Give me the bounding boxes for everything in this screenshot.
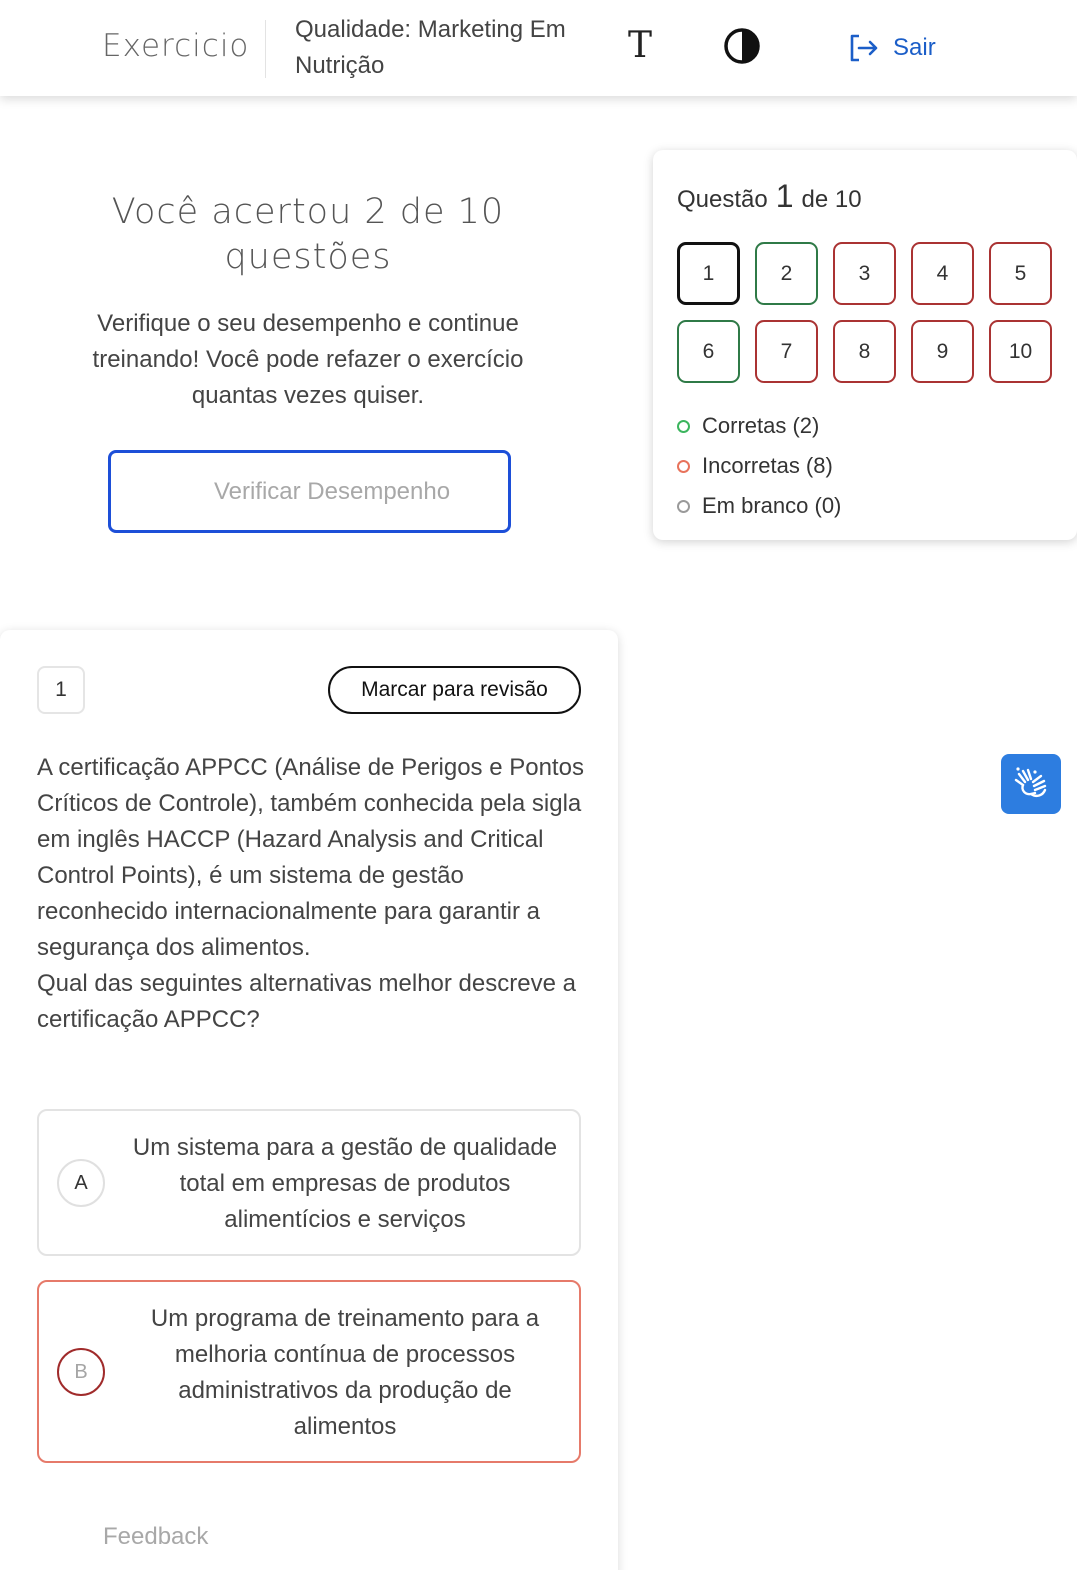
question-text [37, 750, 587, 1038]
sign-language-icon [1011, 764, 1051, 804]
legend-label: Incorretas (8) [702, 453, 833, 478]
navigator-label: Questão [677, 186, 768, 213]
status-dot-icon [677, 420, 690, 433]
question-nav-button-9[interactable]: 9 [911, 320, 974, 383]
question-statement: A certificação APPCC (Análise de Perigos e Pontos Críticos de Controle), também conhecida pela sigla em inglês HACCP (Hazard Analysis and Critical Control Points), é um sistema de gestão reconhecido internacionalmente para garantir a segurança dos alimentos. [37, 754, 584, 961]
question-nav-button-2[interactable]: 2 [755, 242, 818, 305]
result-message: Verifique o seu desempenho e continue treinando! Você pode refazer o exercício quantas vezes quiser. [92, 310, 524, 409]
top-header [0, 0, 1077, 96]
brand-title: Exercicio [102, 28, 250, 64]
contrast-toggle-button[interactable] [722, 26, 762, 66]
logout-label: Sair [893, 34, 936, 61]
question-nav-button-8[interactable]: 8 [833, 320, 896, 383]
option-letter: A [57, 1159, 105, 1207]
question-card [0, 630, 618, 1570]
option-text: Um programa de treinamento para a melhoria contínua de processos administrativos da produção de alimentos [150, 1305, 540, 1440]
option-a[interactable] [37, 1109, 581, 1256]
question-nav-button-3[interactable]: 3 [833, 242, 896, 305]
question-grid [677, 242, 1057, 383]
font-size-icon: T [627, 24, 652, 66]
legend-label: Corretas (2) [702, 413, 820, 438]
question-nav-button-4[interactable]: 4 [911, 242, 974, 305]
status-legend [677, 406, 841, 526]
question-number-badge: 1 [37, 666, 85, 714]
question-nav-button-6[interactable]: 6 [677, 320, 740, 383]
mark-for-review-button[interactable]: Marcar para revisão [328, 666, 581, 714]
navigator-heading [677, 178, 862, 215]
status-dot-icon [677, 460, 690, 473]
question-prompt: Qual das seguintes alternativas melhor descreve a certificação APPCC? [37, 970, 576, 1033]
legend-item [677, 406, 841, 446]
sign-language-button[interactable] [1001, 754, 1061, 814]
logout-button[interactable] [845, 28, 936, 68]
question-nav-button-1[interactable]: 1 [677, 242, 740, 305]
feedback-label[interactable]: Feedback [103, 1523, 209, 1550]
option-b[interactable] [37, 1280, 581, 1463]
legend-item [677, 486, 841, 526]
option-letter: B [57, 1348, 105, 1396]
question-nav-button-5[interactable]: 5 [989, 242, 1052, 305]
course-title: Qualidade: Marketing Em Nutrição [295, 16, 566, 79]
contrast-icon [722, 26, 762, 66]
legend-item [677, 446, 841, 486]
navigator-total: de 10 [801, 186, 862, 213]
question-navigator [653, 150, 1077, 540]
header-divider [265, 20, 266, 78]
result-title: Você acertou 2 de 10 questões [111, 192, 505, 277]
logout-icon [845, 30, 881, 66]
question-nav-button-7[interactable]: 7 [755, 320, 818, 383]
status-dot-icon [677, 500, 690, 513]
check-performance-button[interactable]: Verificar Desempenho [108, 450, 511, 533]
legend-label: Em branco (0) [702, 493, 842, 518]
font-size-button[interactable] [622, 24, 658, 66]
option-text: Um sistema para a gestão de qualidade total em empresas de produtos alimentícios e serviços [132, 1134, 558, 1233]
current-question-number: 1 [775, 178, 794, 214]
question-nav-button-10[interactable]: 10 [989, 320, 1052, 383]
